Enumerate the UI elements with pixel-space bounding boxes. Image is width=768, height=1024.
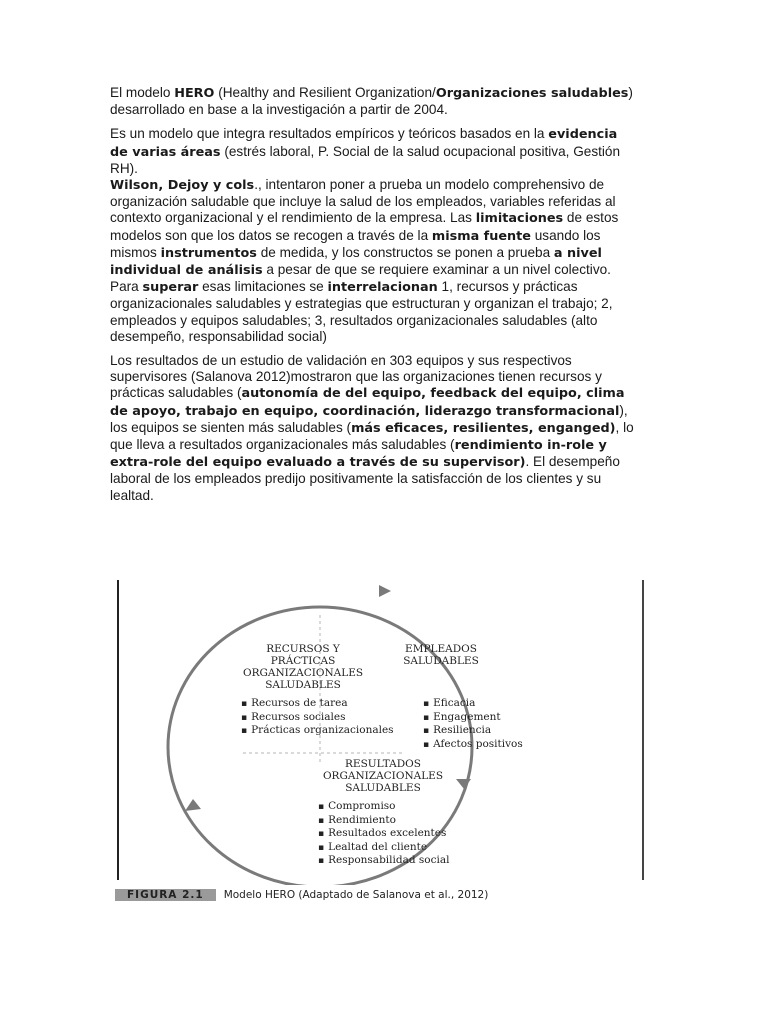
bold-text: más eficaces, resilientes, enganged)	[351, 420, 616, 436]
text: Los resultados de un estudio de validación en 303 equipos y sus respectivos supervisores (Salanova 2012)mostraron que las organizaciones tienen recursos y prácticas saludables (	[110, 353, 602, 401]
text: 1, recursos y prácticas organizacionales saludables y estrategias que estructuran y organizan el trabajo; 2, empleados y equipos saludables; 3, resultados organizacionales saludables (alto desempeño, responsabilidad social)	[110, 279, 613, 344]
text: usando los mismos	[110, 227, 601, 260]
text: ), los equipos se sienten más saludables (	[110, 402, 628, 435]
list-item: ▪ Responsabilidad social	[318, 854, 449, 868]
text: ) desarrollado en base a la investigación a partir de 2004.	[110, 85, 633, 118]
bold-text: instrumentos	[160, 245, 257, 261]
caption-label: FIGURA 2.1	[115, 889, 216, 901]
list-item: ▪ Engagement	[423, 711, 523, 725]
paragraph-intro	[110, 85, 635, 118]
list-item: ▪ Resiliencia	[423, 724, 523, 738]
bold-text: Organizaciones saludables	[435, 86, 629, 101]
bold-text: autonomía de del equipo, feedback del equipo, clima de apoyo, trabajo en equipo, coordinación, liderazgo transformacional	[110, 386, 625, 419]
text: ., intentaron poner a prueba un modelo comprehensivo de organización saludable que incluye la salud de los empleados, variables referidas al contexto organizacional y el rendimiento de la empresa. Las	[110, 177, 616, 226]
text: Para	[110, 279, 143, 295]
text: (estrés laboral, P. Social de la salud ocupacional positiva, Gestión RH).	[110, 143, 621, 176]
list-item: ▪ Afectos positivos	[423, 738, 523, 752]
bold-text: evidencia de varias áreas	[110, 127, 618, 160]
text: , lo que lleva a resultados organizacionales más saludables (	[110, 419, 634, 453]
paragraph-results	[110, 353, 635, 504]
resultados-title: RESULTADOS ORGANIZACIONALES SALUDABLES	[322, 758, 444, 794]
empleados-title: EMPLEADOS SALUDABLES	[403, 643, 479, 667]
arrow-right-icon	[456, 779, 471, 789]
paragraph-superar	[110, 279, 635, 345]
list-item: ▪ Eficacia	[423, 697, 523, 711]
text: de medida, y los constructos se ponen a prueba	[256, 244, 554, 260]
recursos-list	[241, 697, 394, 738]
resultados-list	[318, 800, 449, 868]
text: Es un modelo que integra resultados empíricos y teóricos basados en la	[110, 126, 549, 142]
document-body	[110, 85, 635, 512]
bold-text: rendimiento in-role y extra-role del equipo evaluado a través de su supervisor)	[110, 438, 607, 471]
arrow-top-icon	[379, 585, 391, 597]
bold-text: superar	[142, 280, 199, 296]
text: (Healthy and Resilient Organization/	[214, 85, 436, 100]
figure-caption	[115, 889, 641, 903]
caption-text: Modelo HERO (Adaptado de Salanova et al., 2012)	[223, 889, 489, 901]
list-item: ▪ Compromiso	[318, 800, 449, 814]
list-item: ▪ Recursos de tarea	[241, 697, 394, 711]
arrow-left-icon	[185, 799, 201, 811]
list-item: ▪ Resultados excelentes	[318, 827, 449, 841]
bold-text: misma fuente	[431, 228, 531, 244]
list-item: ▪ Recursos sociales	[241, 711, 394, 725]
text: de estos modelos son que los datos se recogen a través de la	[110, 210, 619, 243]
recursos-title: RECURSOS Y PRÁCTICAS ORGANIZACIONALES SALUDABLES	[243, 643, 364, 691]
text: . El desempeño laboral de los empleados predijo positivamente la satisfacción de los clientes y su lealtad.	[110, 454, 620, 503]
text: a pesar de que se requiere examinar a un nivel colectivo.	[262, 262, 611, 278]
bold-text: interrelacionan	[327, 280, 438, 296]
hero-model-figure	[113, 575, 643, 905]
bold-text: Wilson, Dejoy y cols	[110, 178, 255, 194]
bold-text: HERO	[174, 86, 215, 101]
text: esas limitaciones se	[198, 279, 328, 295]
empleados-list	[423, 697, 523, 751]
list-item: ▪ Prácticas organizacionales	[241, 724, 394, 738]
bold-text: limitaciones	[475, 211, 564, 227]
list-item: ▪ Rendimiento	[318, 814, 449, 828]
list-item: ▪ Lealtad del cliente	[318, 841, 449, 855]
paragraph-wilson	[110, 177, 635, 279]
paragraph-model	[110, 126, 635, 177]
text: El modelo	[110, 85, 175, 100]
bold-text: a nivel individual de análisis	[110, 245, 602, 279]
